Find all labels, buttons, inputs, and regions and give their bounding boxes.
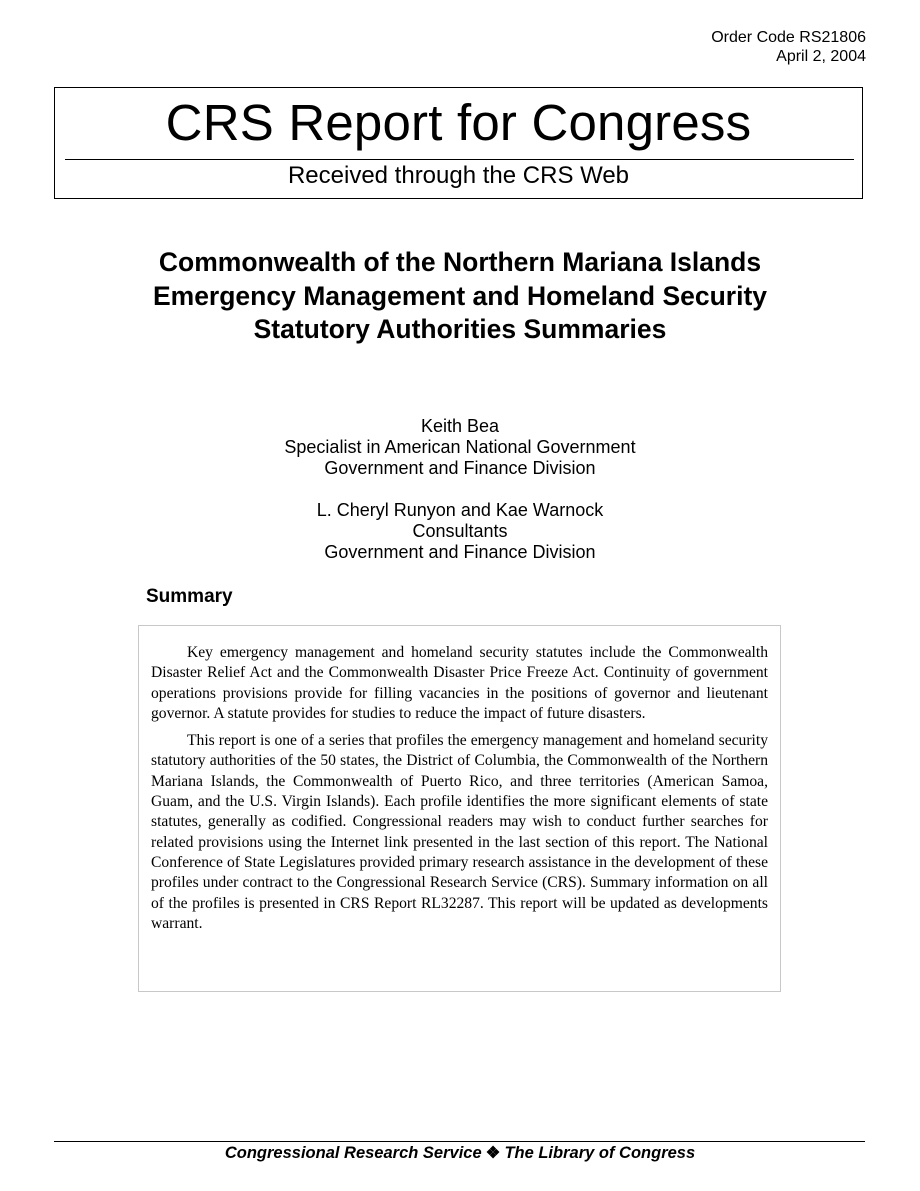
summary-paragraph: This report is one of a series that profiles the emergency management and homeland security statutory authorities of the 50 states, the District of Columbia, the Commonwealth of the Northern Mariana Islands, the Commonwealth of Puerto Rico, and three territories (American Samoa, Guam, and the U.S. Virgin Islands). Each profile identifies the more significant elements of state statutes, generally as codified. Congressional readers may wish to conduct further searches for related provisions using the Internet link presented in the last section of this report. The National Conference of State Legislatures provided primary research assistance in the development of these profiles under contract to the Congressional Research Service (CRS). Summary information on all of the profiles is presented in CRS Report RL32287. This report will be updated as developments warrant. (151, 732, 768, 932)
summary-box (138, 625, 781, 992)
order-info (711, 28, 866, 66)
summary-paragraph: Key emergency management and homeland security statutes include the Commonwealth Disaster Relief Act and the Commonwealth Disaster Price Freeze Act. Continuity of government operations provisions provide for filling vacancies in the positions of governor and lieutenant governor. A statute provides for studies to reduce the impact of future disasters. (151, 644, 768, 722)
diamond-icon: ❖ (485, 1144, 501, 1162)
author-role: Consultants (412, 521, 508, 541)
footer-library: The Library of Congress (504, 1144, 696, 1162)
banner-divider (65, 159, 854, 160)
author-division: Government and Finance Division (324, 458, 596, 478)
author-role: Specialist in American National Government (284, 437, 636, 457)
author-name: L. Cheryl Runyon and Kae Warnock (316, 500, 604, 520)
author-division: Government and Finance Division (324, 542, 596, 562)
report-date: April 2, 2004 (776, 48, 866, 65)
order-code: Order Code RS21806 (711, 29, 866, 46)
banner-subtitle: Received through the CRS Web (287, 162, 630, 189)
author-block (160, 416, 760, 479)
footer (0, 1143, 920, 1164)
report-banner (54, 87, 863, 199)
author-block (160, 500, 760, 563)
author-name: Keith Bea (420, 416, 500, 436)
banner-title: CRS Report for Congress (165, 94, 752, 151)
footer-publisher: Congressional Research Service (224, 1144, 482, 1162)
document-title: Commonwealth of the Northern Mariana Islands Emergency Management and Homeland Security Statutory Authorities Summaries (152, 247, 768, 344)
footer-divider (54, 1141, 865, 1142)
summary-heading: Summary (146, 586, 233, 607)
